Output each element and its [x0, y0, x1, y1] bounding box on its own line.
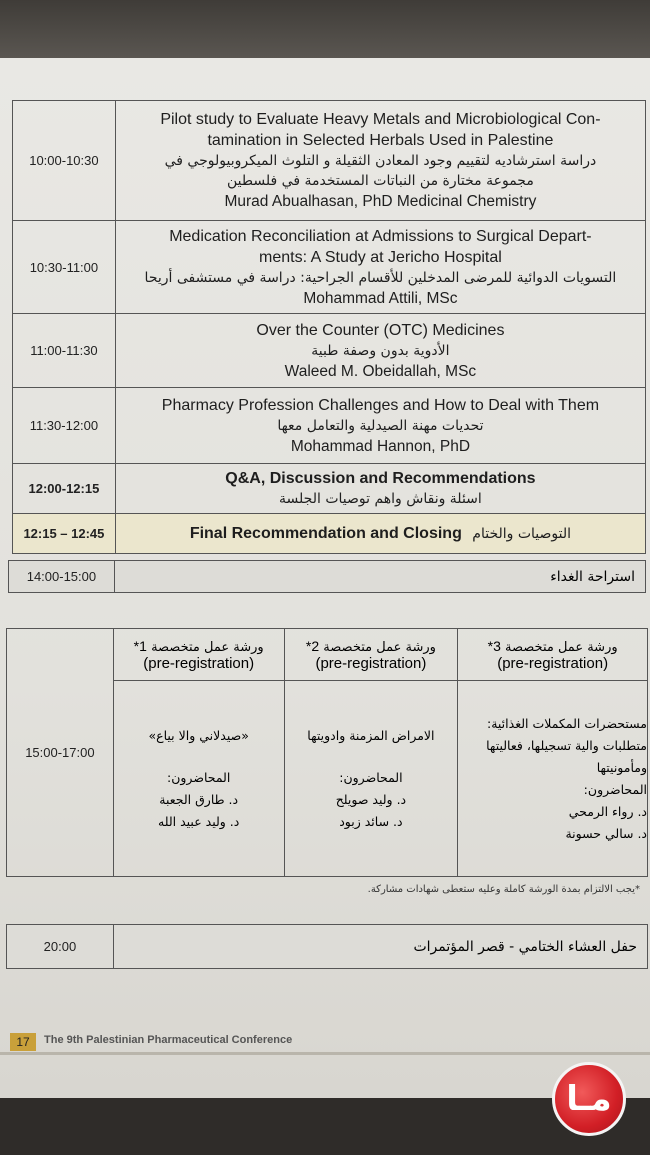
workshop-number: 3* [487, 637, 501, 654]
dinner-time: 20:00 [7, 925, 114, 969]
session-time: 11:30-12:00 [13, 388, 116, 464]
session-speaker: Murad Abualhasan, PhD Medicinal Chemistry [224, 193, 537, 210]
workshop-2-header [284, 629, 458, 681]
workshop-title: ورشة عمل متخصصة [323, 639, 436, 655]
session-title-en: tamination in Selected Herbals Used in Palestine [207, 132, 554, 149]
session-title-ar: دراسة استرشاديه لتقييم وجود المعادن الثقيلة و التلوث الميكروبيولوجي في [164, 153, 597, 169]
session-row [13, 388, 646, 464]
session-title-en: Pilot study to Evaluate Heavy Metals and Microbiological Con- [160, 111, 601, 128]
closing-title: Final Recommendation and Closing [189, 525, 462, 542]
workshop-speakers-label: المحاضرون: [583, 781, 647, 797]
workshop-speaker: د. وليد صويلح [335, 791, 407, 807]
workshop-3-body [458, 681, 648, 877]
workshop-registration: (pre-registration) [497, 654, 609, 672]
workshop-number: 1* [133, 637, 147, 654]
session-title-en: Pharmacy Profession Challenges and How to Deal with Them [161, 396, 600, 414]
footer-conference-name: The 9th Palestinian Pharmaceutical Conference [44, 1034, 293, 1046]
workshop-topic: «صيدلاني والا بياع» [148, 727, 249, 743]
workshop-title: ورشة عمل متخصصة [505, 639, 618, 655]
qa-row [13, 464, 646, 514]
page-number: 17 [10, 1033, 36, 1051]
dinner-label: حفل العشاء الختامي - قصر المؤتمرات [113, 925, 647, 969]
workshop-title: ورشة عمل متخصصة [151, 639, 264, 655]
workshop-speaker: د. رواء الرمحي [568, 803, 647, 819]
workshop-speaker: د. طارق الجعبة [159, 791, 239, 807]
workshop-topic: مستحضرات المكملات الغذائية: متطلبات والية تسجيلها، فعاليتها ومأمونيتها [486, 715, 647, 775]
session-speaker: Mohammad Attili, MSc [303, 289, 458, 307]
session-time: 10:00-10:30 [13, 101, 116, 221]
session-row [13, 314, 646, 388]
workshop-1-body [113, 681, 284, 877]
program-page [0, 58, 650, 1098]
closing-content [115, 514, 645, 554]
closing-row [13, 514, 646, 554]
workshop-speaker: د. وليد عبيد الله [158, 813, 240, 829]
workshop-registration: (pre-registration) [315, 654, 427, 672]
workshop-speaker: د. سائد زبود [339, 813, 403, 829]
lunch-time: 14:00-15:00 [9, 561, 115, 593]
closing-title-ar: التوصيات والختام [472, 526, 572, 542]
session-time: 11:00-11:30 [13, 314, 116, 388]
lunch-table [8, 560, 646, 593]
session-content [115, 101, 645, 221]
qa-content [115, 464, 645, 514]
workshop-speakers-label: المحاضرون: [167, 769, 231, 785]
workshops-footnote: *يجب الالتزام بمدة الورشة كاملة وعليه ستعطى شهادات مشاركة. [367, 884, 640, 895]
qa-time: 12:00-12:15 [13, 464, 116, 514]
session-time: 10:30-11:00 [13, 221, 116, 314]
logo-glyph: مـا [566, 1079, 612, 1119]
workshop-1-header [113, 629, 284, 681]
session-content [115, 314, 645, 388]
session-speaker: Waleed M. Obeidallah, MSc [284, 362, 477, 380]
session-title-ar: مجموعة مختارة من النباتات المستخدمة في فلسطين [227, 173, 534, 189]
session-title-ar: التسويات الدوائية للمرضى المدخلين للأقسام الجراحية: دراسة في مستشفى أريحا [144, 269, 617, 286]
workshop-2-body [284, 681, 458, 877]
closing-time: 12:15 – 12:45 [13, 514, 116, 554]
morning-sessions-table [12, 100, 646, 554]
session-content [115, 388, 645, 464]
lunch-label: استراحة الغداء [114, 561, 645, 593]
footer-divider [0, 1052, 650, 1055]
session-title-en: Medication Reconciliation at Admissions to Surgical Depart- [169, 227, 592, 245]
watermark-logo [552, 1062, 626, 1136]
workshops-table [6, 628, 648, 877]
workshop-3-header [458, 629, 648, 681]
session-row [13, 101, 646, 221]
session-content [115, 221, 645, 314]
workshop-speakers-label: المحاضرون: [339, 769, 403, 785]
workshop-topic: الامراض المزمنة وادويتها [307, 727, 435, 743]
workshop-registration: (pre-registration) [143, 654, 255, 672]
session-title-en: ments: A Study at Jericho Hospital [259, 248, 502, 266]
session-row [13, 221, 646, 314]
workshop-number: 2* [305, 637, 320, 654]
top-shadow [0, 0, 650, 58]
session-speaker: Mohammad Hannon, PhD [290, 437, 471, 455]
dinner-table [6, 924, 648, 969]
session-title-ar: الأدوية بدون وصفة طبية [311, 342, 450, 359]
qa-title: Q&A, Discussion and Recommendations [225, 470, 536, 487]
session-title-ar: تحديات مهنة الصيدلية والتعامل معها [277, 417, 484, 434]
workshop-speaker: د. سالي حسونة [565, 825, 647, 841]
workshops-time: 15:00-17:00 [7, 629, 114, 877]
session-title-en: Over the Counter (OTC) Medicines [256, 321, 505, 339]
qa-title-ar: اسئلة ونقاش واهم توصيات الجلسة [279, 491, 482, 507]
